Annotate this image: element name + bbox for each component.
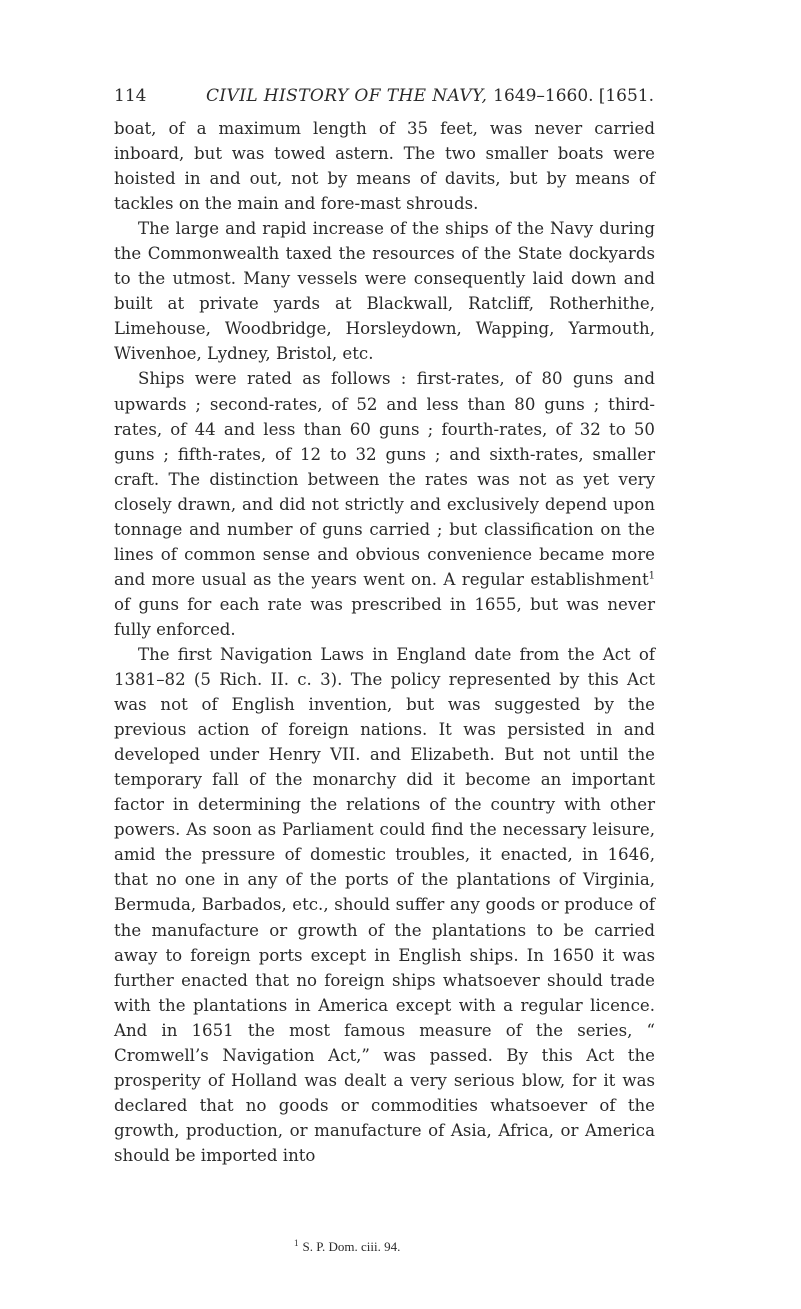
paragraph-4: The first Navigation Laws in England date from the Act of 1381–82 (5 Rich. II. c. 3). The policy represented by this Act was not of English invention, but was suggested by the previous action of foreign nations. It was persisted in and developed under Henry VII. and Elizabeth. But not until the temporary fall of the monarchy did it become an important factor in determining the relations of the country with other powers. As soon as Parliament could find the necessary leisure, amid the pressure of domestic troubles, it enacted, in 1646, that no one in any of the ports of the plantations of Virginia, Bermuda, Barbados, etc., should suffer any goods or produce of the manufacture or growth of the plantations to be carried away to foreign ports except in English ships. In 1650 it was further enacted that no foreign ships whatsoever should trade with the plantations in America except with a regular licence. And in 1651 the most famous measure of the series, “ Cromwell’s Navigation Act,” was passed. By this Act the prosperity of Holland was dealt a very serious blow, for it was declared that no goods or commodities whatsoever of the growth, production, or manufacture of Asia, Africa, or America should be imported into bbox=[114, 644, 655, 1165]
paragraph-3 bbox=[114, 366, 655, 642]
paragraph-1: boat, of a maximum length of 35 feet, was never carried inboard, but was towed astern. The two smaller boats were hoisted in and out, not by means of davits, but by means of tackles on the main and fore-mast shrouds. bbox=[114, 119, 655, 214]
header-year: [1651. bbox=[598, 86, 654, 106]
paragraph-3-text-a: Ships were rated as follows : first-rates, of 80 guns and upwards ; second-rates, of 52 and less than 80 guns ; third-rates, of 44 and less than 60 guns ; fourth-rates, of 32 to 50 guns ; fifth-rates, of 12 to 32 guns ; and sixth-rates, smaller craft. The distinction between the rates was not as yet very closely drawn, and did not strictly and exclusively depend upon tonnage and number of guns carried ; but classification on the lines of common sense and obvious convenience became more and more usual as the years went on. A regular establishment bbox=[114, 369, 655, 589]
footnote bbox=[294, 1238, 400, 1256]
footnote-reference: 1 bbox=[648, 570, 655, 582]
running-header bbox=[114, 84, 654, 108]
paragraph-3-text-b: of guns for each rate was prescribed in 1655, but was never fully enforced. bbox=[114, 594, 655, 639]
page-number: 114 bbox=[114, 86, 147, 106]
running-title-text: CIVIL HISTORY OF THE NAVY, bbox=[206, 86, 488, 106]
footnote-text: S. P. Dom. ciii. 94. bbox=[302, 1239, 401, 1254]
body-text bbox=[114, 116, 655, 1168]
paragraph-2: The large and rapid increase of the ships of the Navy during the Commonwealth taxed the resources of the State dockyards to the utmost. Many vessels were consequently laid down and built at private yards at Blackwall, Ratcliff, Rotherhithe, Limehouse, Woodbridge, Horsleydown, Wapping, Yarmouth, Wivenhoe, Lydney, Bristol, etc. bbox=[114, 219, 655, 364]
footnote-number: 1 bbox=[294, 1237, 299, 1248]
running-title-dates: 1649–1660. bbox=[493, 86, 594, 106]
running-title bbox=[206, 84, 594, 108]
